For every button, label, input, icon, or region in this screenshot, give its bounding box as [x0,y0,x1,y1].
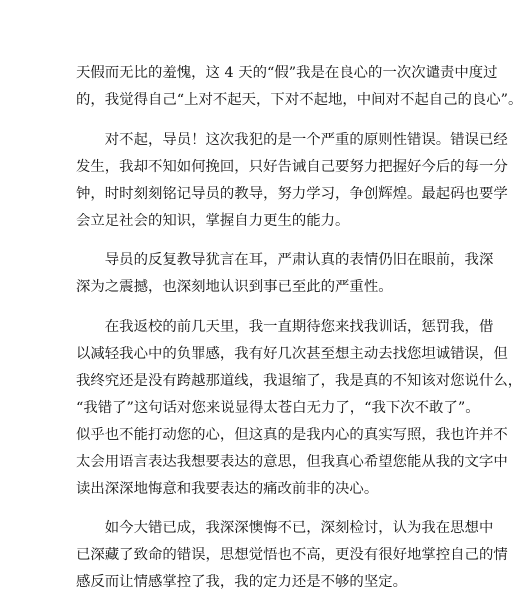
text-line: 以减轻我心中的负罪感，我有好几次甚至想主动去找您坦诚错误，但 [76,346,508,362]
text-line: 感反而让情感掌控了我，我的定力还是不够的坚定。 [76,574,407,590]
text-line: 天假而无比的羞愧，这 4 天的“假”我是在良心的一次次谴责中度过 [76,65,498,81]
text-line: 如今大错已成，我深深懊悔不已，深刻检讨，认为我在思想中 [76,520,494,536]
text-line: 已深藏了致命的错误，思想觉悟也不高，更没有很好地掌控自己的情 [76,547,508,563]
text-line: 太会用语言表达我想要表达的意思，但我真心希望您能从我的文字中 [76,454,508,470]
text-line: 对不起，导员！这次我犯的是一个严重的原则性错误。错误已经 [76,132,508,148]
text-line: 钟，时时刻刻铭记导员的教导，努力学习，争创辉煌。最起码也要学 [76,186,508,202]
text-line: “我错了”这句话对您来说显得太苍白无力了，“我下次不敢了”。 [76,400,480,416]
text-line: 的，我觉得自己“上对不起天，下对不起地，中间对不起自己的良心”。 [76,92,522,108]
text-line: 发生，我却不知如何挽回，只好告诫自己要努力把握好今后的每一分 [76,159,508,175]
text-line: 在我返校的前几天里，我一直期待您来找我训话，惩罚我，借 [76,319,494,335]
text-line: 似乎也不能打动您的心，但这真的是我内心的真实写照，我也许并不 [76,427,508,443]
text-line: 我终究还是没有跨越那道线，我退缩了，我是真的不知该对您说什么， [76,373,522,389]
text-line: 会立足社会的知识，掌握自力更生的能力。 [76,213,350,229]
text-line: 导员的反复教导犹言在耳，严肃认真的表情仍旧在眼前，我深 [76,252,494,268]
text-line: 深为之震撼，也深刻地认识到事已至此的严重性。 [76,279,393,295]
text-line: 读出深深地悔意和我要表达的痛改前非的决心。 [76,481,379,497]
